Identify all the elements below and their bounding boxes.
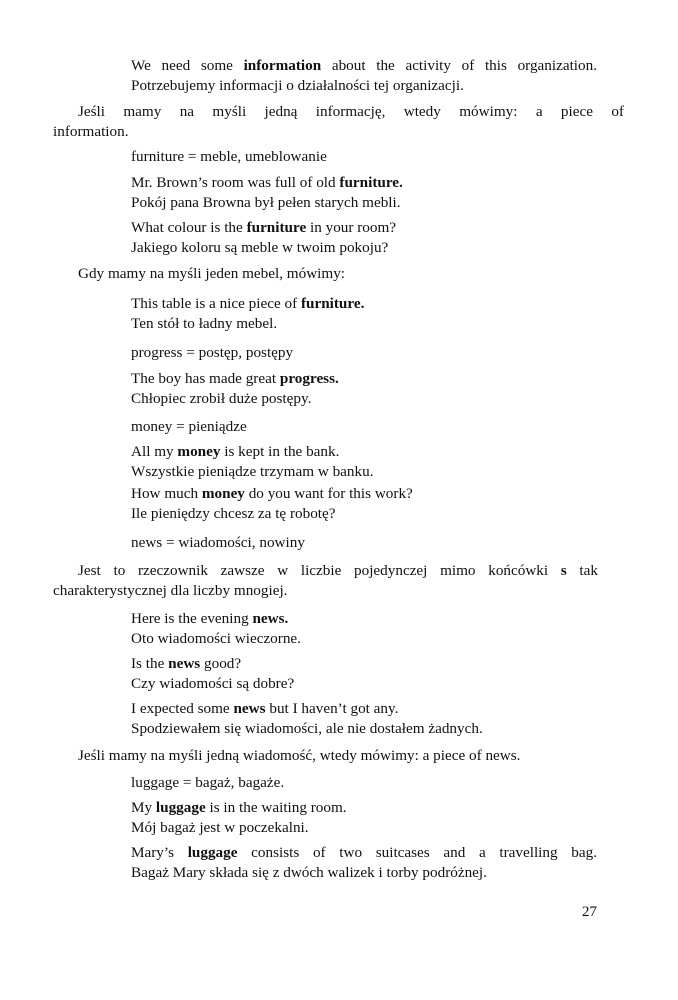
- page-number: 27: [581, 903, 597, 920]
- example-sentence-pl: Ile pieniędzy chcesz za tę robotę?: [131, 505, 336, 522]
- vocabulary-entry: news = wiadomości, nowiny: [131, 534, 305, 551]
- example-sentence-en: This table is a nice piece of furniture.: [131, 295, 365, 312]
- vocabulary-entry: progress = postęp, postępy: [131, 344, 294, 361]
- example-sentence-en: How much money do you want for this work?: [131, 485, 413, 502]
- example-sentence-pl: Potrzebujemy informacji o działalności tej organizacji.: [131, 77, 464, 94]
- example-sentence-pl: Jakiego koloru są meble w twoim pokoju?: [131, 239, 389, 256]
- example-sentence-pl: Spodziewałem się wiadomości, ale nie dostałem żadnych.: [131, 720, 483, 737]
- example-sentence-pl: Wszystkie pieniądze trzymam w banku.: [131, 463, 374, 480]
- explanation-text: charakterystycznej dla liczby mnogiej.: [53, 582, 288, 599]
- example-sentence-en: All my money is kept in the bank.: [131, 443, 340, 460]
- example-sentence-pl: Ten stół to ładny mebel.: [131, 315, 278, 332]
- example-sentence-en: Mr. Brown’s room was full of old furniture.: [131, 174, 403, 191]
- example-sentence-en: Is the news good?: [131, 655, 242, 672]
- explanation-text: information.: [53, 123, 129, 140]
- vocabulary-entry: furniture = meble, umeblowanie: [131, 148, 327, 165]
- example-sentence-en: The boy has made great progress.: [131, 370, 339, 387]
- example-sentence-pl: Pokój pana Browna był pełen starych mebli.: [131, 194, 401, 211]
- example-sentence-pl: Oto wiadomości wieczorne.: [131, 630, 301, 647]
- example-sentence-pl: Bagaż Mary składa się z dwóch walizek i torby podróżnej.: [131, 864, 487, 881]
- explanation-text: Jeśli mamy na myśli jedną wiadomość, wtedy mówimy: a piece of news.: [78, 747, 521, 764]
- example-sentence-pl: Czy wiadomości są dobre?: [131, 675, 295, 692]
- example-sentence-pl: Chłopiec zrobił duże postępy.: [131, 390, 312, 407]
- example-sentence-en: Here is the evening news.: [131, 610, 289, 627]
- explanation-text: Jeśli mamy na myśli jedną informację, wtedy mówimy: a piece of: [78, 103, 624, 120]
- vocabulary-entry: money = pieniądze: [131, 418, 247, 435]
- example-sentence-en: Mary’s luggage consists of two suitcases and a travelling bag.: [131, 844, 597, 861]
- example-sentence-en: What colour is the furniture in your room?: [131, 219, 397, 236]
- explanation-text: Jest to rzeczownik zawsze w liczbie pojedynczej mimo końcówki s tak: [78, 562, 598, 579]
- example-sentence-en: My luggage is in the waiting room.: [131, 799, 347, 816]
- example-sentence-en: I expected some news but I haven’t got any.: [131, 700, 399, 717]
- example-sentence-en: We need some information about the activity of this organization.: [131, 57, 597, 74]
- explanation-text: Gdy mamy na myśli jeden mebel, mówimy:: [78, 265, 346, 282]
- vocabulary-entry: luggage = bagaż, bagaże.: [131, 774, 285, 791]
- example-sentence-pl: Mój bagaż jest w poczekalni.: [131, 819, 309, 836]
